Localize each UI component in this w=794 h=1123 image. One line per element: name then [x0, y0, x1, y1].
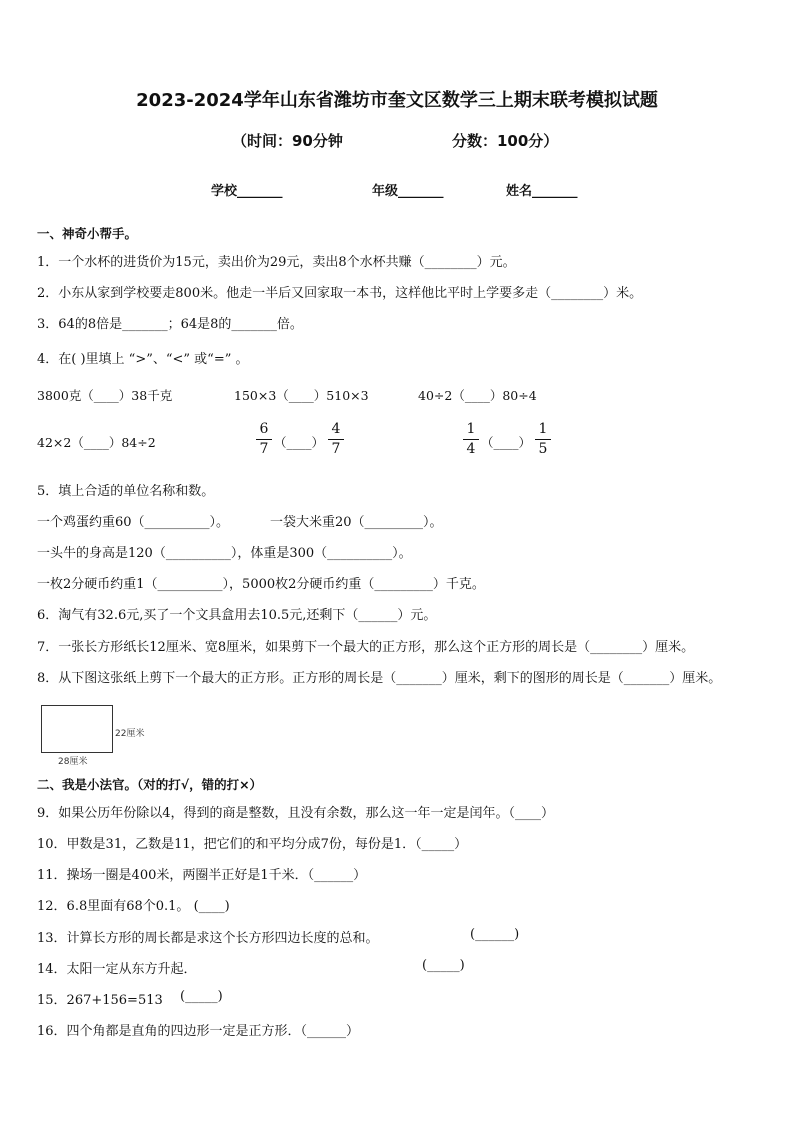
fraction-1-5	[535, 421, 551, 458]
question-14: 14．太阳一定从东方升起．	[37, 962, 197, 977]
grade-field: 年级_______	[372, 184, 444, 199]
question-8: 8．从下图这张纸上剪下一个最大的正方形。正方形的周长是（_______）厘米，剩下的图形的周长是（_______）厘米。	[37, 671, 722, 686]
question-13-blank: (______)	[470, 927, 520, 942]
exam-score: 分数：100分）	[452, 132, 559, 150]
compare-item-e-blank: （____）	[274, 435, 325, 450]
question-7: 7．一张长方形纸长12厘米、宽8厘米，如果剪下一个最大的正方形，那么这个正方形的周长是（________）厘米。	[37, 640, 695, 655]
fraction-6-7	[256, 421, 272, 458]
fraction-4-7	[328, 421, 344, 458]
exam-time: （时间：90分钟	[232, 132, 343, 150]
compare-item-c: 40÷2（____）80÷4	[418, 388, 537, 403]
question-5d: 一枚2分硬币约重1（__________），5000枚2分硬币约重（_________）千克。	[37, 577, 485, 592]
fraction-numerator: 4	[331, 421, 341, 437]
fraction-1-4	[463, 421, 479, 458]
question-5a: 一个鸡蛋约重60（__________）。	[37, 515, 230, 530]
fraction-denominator: 5	[538, 441, 548, 457]
question-5: 5．填上合适的单位名称和数。	[37, 484, 215, 499]
question-4: 4．在( )里填上 “>”、“<” 或“=” 。	[37, 352, 249, 367]
section-one-heading: 一、神奇小帮手。	[37, 226, 138, 241]
question-9: 9．如果公历年份除以4，得到的商是整数，且没有余数，那么这一年一定是闰年。（____）	[37, 806, 555, 821]
section-two-heading: 二、我是小法官。（对的打√，错的打×）	[37, 777, 263, 792]
compare-item-b: 150×3（____）510×3	[234, 388, 369, 403]
question-3: 3．64的8倍是_______；64是8的_______倍。	[37, 317, 303, 332]
question-14-blank: (_____)	[422, 958, 465, 973]
question-13: 13．计算长方形的周长都是求这个长方形四边长度的总和。	[37, 931, 379, 946]
question-6: 6．淘气有32.6元,买了一个文具盒用去10.5元,还剩下（______）元。	[37, 608, 437, 623]
question-15-blank: (_____)	[180, 989, 223, 1004]
paper-rectangle-figure	[41, 705, 113, 753]
question-15: 15．267+156=513	[37, 993, 163, 1008]
question-1: 1．一个水杯的进货价为15元，卖出价为29元，卖出8个水杯共赚（________）元。	[37, 255, 516, 270]
question-10: 10．甲数是31，乙数是11，把它们的和平均分成7份，每份是1．（_____）	[37, 837, 468, 852]
figure-length-label: 28厘米	[58, 757, 88, 767]
fraction-denominator: 4	[466, 441, 476, 457]
figure-width-label: 22厘米	[115, 729, 145, 739]
school-field: 学校_______	[211, 184, 283, 199]
fraction-denominator: 7	[259, 441, 269, 457]
question-12: 12．6.8里面有68个0.1。 (____)	[37, 899, 230, 914]
fraction-bar	[535, 439, 551, 440]
fraction-bar	[256, 439, 272, 440]
question-5b: 一袋大米重20（_________）。	[270, 515, 443, 530]
page-title: 2023-2024学年山东省潍坊市奎文区数学三上期末联考模拟试题	[136, 90, 658, 111]
question-16: 16．四个角都是直角的四边形一定是正方形．（______）	[37, 1024, 360, 1039]
question-2: 2．小东从家到学校要走800米。他走一半后又回家取一本书，这样他比平时上学要多走（________）米。	[37, 286, 643, 301]
question-5c: 一头牛的身高是120（__________），体重是300（__________）。	[37, 546, 412, 561]
fraction-numerator: 1	[538, 421, 548, 437]
fraction-numerator: 1	[466, 421, 476, 437]
fraction-bar	[463, 439, 479, 440]
compare-item-a: 3800克（____）38千克	[37, 388, 173, 403]
fraction-numerator: 6	[259, 421, 269, 437]
question-11: 11．操场一圈是400米，两圈半正好是1千米．（______）	[37, 868, 367, 883]
compare-item-d: 42×2（____）84÷2	[37, 435, 156, 450]
compare-item-f-blank: （____）	[481, 435, 532, 450]
name-field: 姓名_______	[506, 184, 578, 199]
fraction-denominator: 7	[331, 441, 341, 457]
fraction-bar	[328, 439, 344, 440]
